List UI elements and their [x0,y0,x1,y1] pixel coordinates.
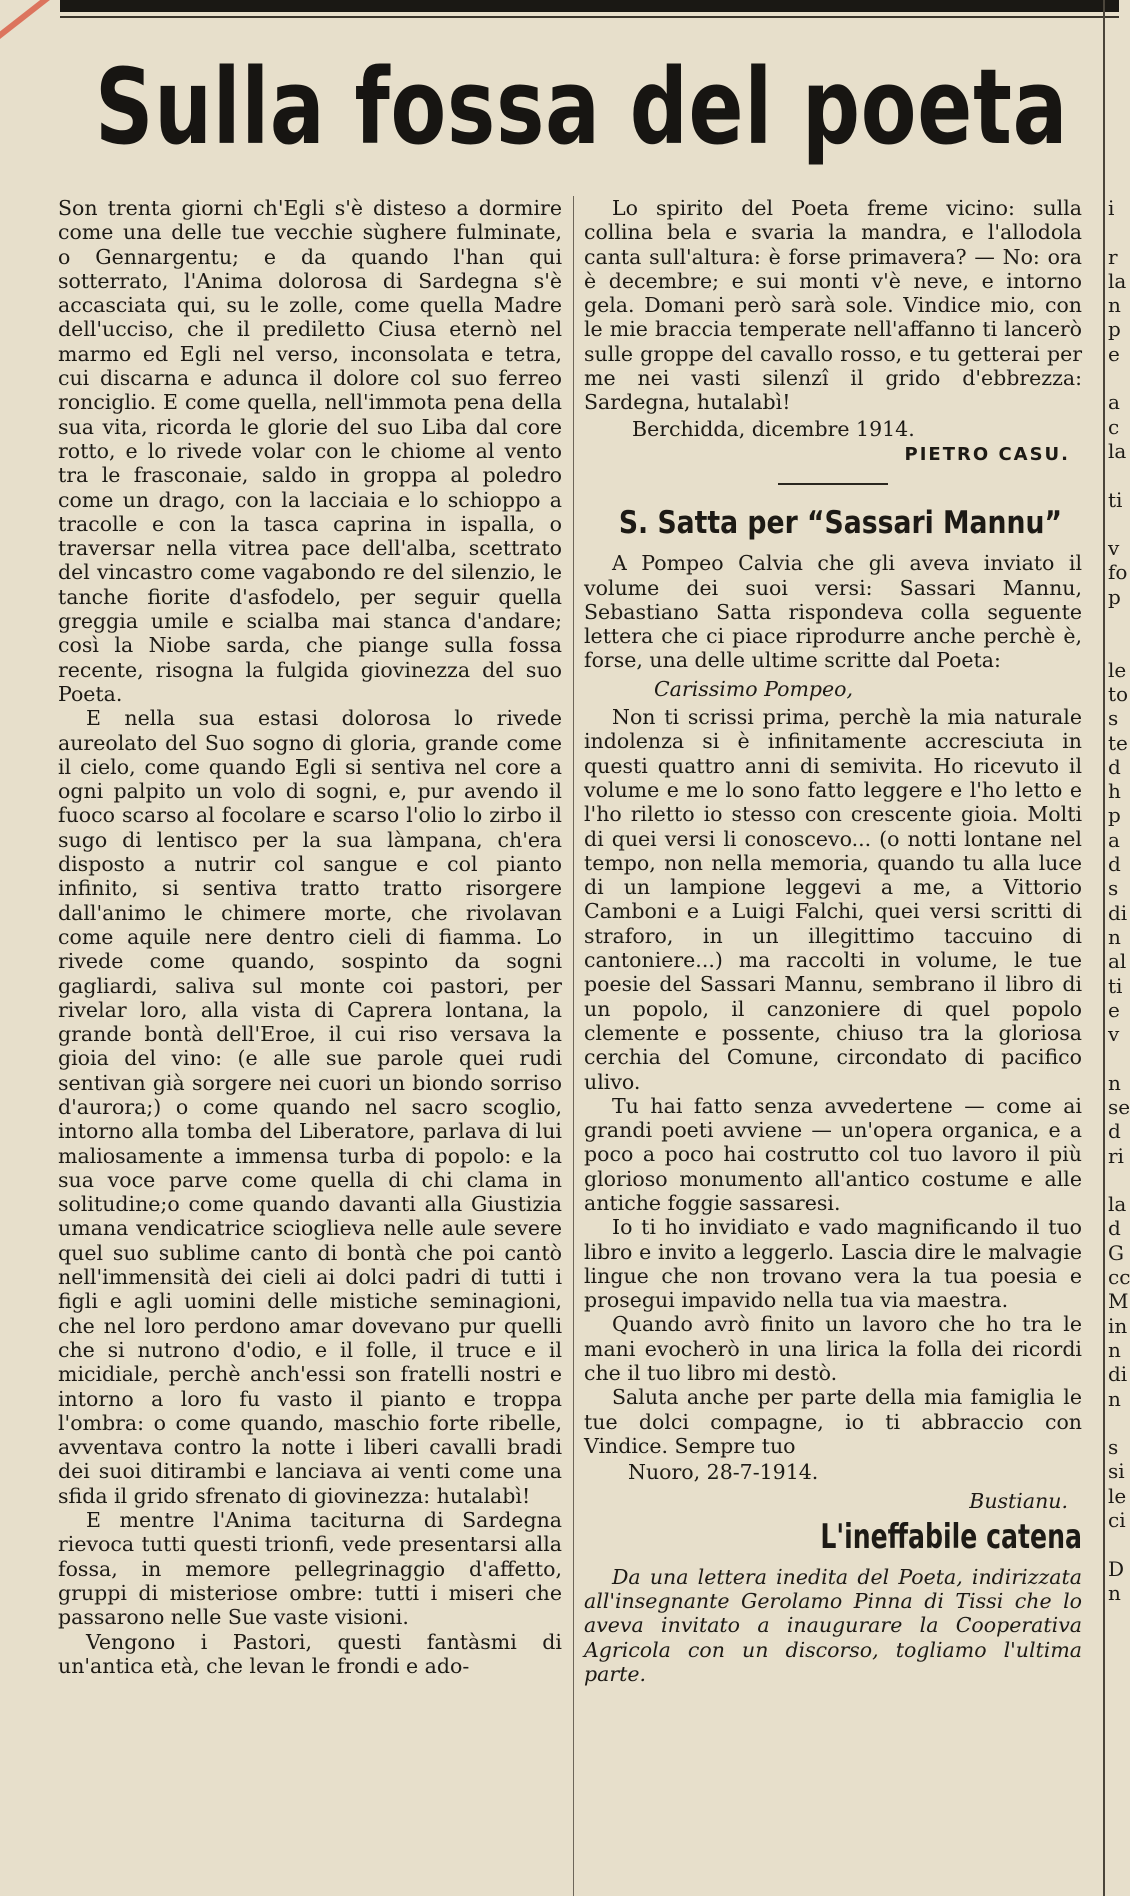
cropped-text-fragment: v [1108,1022,1120,1047]
section-intro-2: Da una lettera inedita del Poeta, indirizzata all'insegnante Gerolamo Pinna di Tissi che lo aveva invitato a inaugurare la Cooperativa Agricola con un discorso, togliamo l'ultima parte. [584,1564,1082,1687]
article-author: PIETRO CASU. [904,443,1070,465]
article-paragraph: E mentre l'Anima taciturna di Sardegna rievoca tutti questi trionfi, vede presentarsi alla fossa, in memore pellegrinaggio d'affetto, gruppi di misteriose ombre: tutti i miseri che passarono nelle Sue vaste visioni. [58,1508,562,1630]
cropped-text-fragment: di [1108,900,1128,925]
page-title: Sulla fossa del poeta [95,46,1069,168]
cropped-text-fragment: M [1108,1289,1129,1314]
letter-paragraph: Saluta anche per parte della mia famiglia le tue dolci compagne, io ti abbraccio con Vindice. Sempre tuo [584,1385,1082,1458]
cropped-text-fragment: ti [1108,487,1123,512]
cropped-text-fragment [1108,1532,1128,1556]
article-paragraph: Vengono i Pastori, questi fantàsmi di un'antica età, che levan le frondi e ado- [58,1629,562,1678]
cropped-text-fragment: la [1108,1192,1127,1217]
cropped-text-fragment: n [1108,293,1121,318]
cropped-text-fragment: G [1108,1240,1124,1265]
cropped-text-fragment: d [1108,1119,1121,1144]
cropped-text-fragment: i [1108,196,1115,220]
cropped-text-fragment: di [1108,1362,1128,1387]
cropped-text-fragment: n [1108,1070,1121,1095]
cropped-text-fragment: e [1108,341,1120,366]
cropped-text-fragment [1108,512,1128,536]
column-divider-right [1103,0,1105,1896]
article-paragraph: Son trenta giorni ch'Egli s'è disteso a dormire come una delle tue vecchie sùghere fulminate, o Gennargentu; e da quando l'han qui sotterrato, l'Anima dolorosa di Sardegna s'è accasciata qui, su le zolle, come quella Madre dell'ucciso, che il prediletto Ciusa eternò nel marmo ed Egli nel verso, inconsolata e tetra, cui discarna e adunca il dolore col suo ferreo ronciglio. E come quella, nell'immota pena della sua vita, ricorda le glorie del suo Liba dal core rotto, e lo rivede volar con le chiome al vento tra le frasconaie, saldo in groppa al poledro come un drago, con la lacciaia e lo schioppo a tracolle e con la tasca caprina in ispalla, o traversar nella vitrea pace dell'alba, scettrato del vincastro come vagabondo re del silenzio, le tanche fiorite d'asfodelo, per seguir quella greggia umile e scialba mai stanca d'andare; così la Niobe sarda, che piange sulla fossa recente, risogna la fulgida giovinezza del suo Poeta. [58,196,562,706]
cropped-text-fragment [1108,1411,1128,1435]
cropped-text-fragment: in [1108,1313,1128,1338]
cropped-text-fragment: d [1108,1216,1121,1241]
cropped-text-fragment [1108,1168,1128,1192]
cropped-text-fragment: n [1108,1580,1121,1605]
letter-paragraph: Quando avrò finito un lavoro che ho tra le mani evocherò in una lirica la folla dei ricordi che il tuo libro mi destò. [584,1312,1082,1386]
cropped-text-fragment: p [1108,317,1121,342]
cropped-text-fragment: e [1108,997,1120,1022]
section-title-2: L'ineffabile catena [820,1516,1082,1557]
section-separator [778,483,888,485]
cropped-text-fragment: a [1108,390,1120,415]
cropped-text-fragment: cc [1108,1265,1130,1290]
cropped-text-fragment: ri [1108,1143,1124,1168]
cropped-text-fragment: se [1108,1094,1130,1119]
cropped-text-fragment: fo [1108,560,1128,585]
cropped-text-fragment: le [1108,657,1127,682]
article-paragraph: Lo spirito del Poeta freme vicino: sulla collina bela e svaria la mandra, e l'allodola canta sull'altura: è forse primavera? — No: ora è decembre; e sui monti v'è neve, e intorno gela. Domani però sarà sole. Vindice mio, con le mie braccia temperate nell'affanno ti lancerò sulle groppe del cavallo rosso, e tu getterai per me nei vasti silenzî il grido d'ebbrezza: Sardegna, hutalabì! [584,196,1082,415]
cropped-text-fragment [1108,366,1128,390]
section-title: S. Satta per “Sassari Mannu” [618,505,1063,542]
cropped-text-fragment: a [1108,827,1120,852]
top-border-thin-rule [60,16,1119,18]
cropped-text-fragment [1108,609,1128,633]
cropped-text-fragment: n [1108,924,1121,949]
letter-paragraph: Non ti scrissi prima, perchè la mia naturale indolenza si è infinitamente accresciuta in questi quattro anni di semivita. Ho ricevuto il volume e me lo sono fatto leggere e l'ho letto e l'ho riletto io stesso con crescente gioia. Molti di quei versi li conoscevo... (o notti lontane nel tempo, non nella memoria, quando tu alla luce di un lampione leggevi a me, a Vittorio Camboni e a Luigi Falchi, quei versi scritti di straforo, in un illegittimo taccuino di cantoniere...) ma raccolti in volume, le tue poesie del Sassari Mannu, sembrano il libro di un popolo, il canzoniere di quel popolo clemente e possente, chiuso tra la gloriosa cerchia del Comune, circondato di pacifico ulivo. [584,705,1082,1094]
cropped-text-fragment: la [1108,438,1127,463]
cropped-text-fragment [1108,633,1128,657]
cropped-text-fragment [1108,463,1128,487]
cropped-text-fragment [1108,220,1128,244]
section-intro: A Pompeo Calvia che gli aveva inviato il volume dei suoi versi: Sassari Mannu, Sebastiano Satta rispondeva colla seguente lettera che ci piace riprodurre anche perchè è, forse, una delle ultime scritte dal Poeta: [584,551,1082,673]
cropped-text-fragment: s [1108,1435,1119,1460]
cropped-text-fragment: le [1108,1483,1127,1508]
cropped-text-fragment: la [1108,268,1127,293]
letter-signature: Bustianu. [969,1488,1068,1513]
article-place-date: Berchidda, dicembre 1914. [632,416,915,441]
cropped-text-fragment: c [1108,414,1120,439]
cropped-text-fragment: h [1108,779,1121,804]
letter-place-date: Nuoro, 28-7-1914. [628,1460,819,1485]
cropped-text-fragment: si [1108,1459,1125,1484]
cropped-text-fragment: s [1108,706,1119,731]
cropped-text-fragment: r [1108,244,1118,269]
cropped-text-fragment: to [1108,681,1129,706]
column-divider [573,196,574,1896]
cropped-text-fragment: p [1108,584,1121,609]
column-left [58,196,562,1678]
cropped-text-fragment: s [1108,876,1119,901]
cropped-text-fragment: D [1108,1556,1125,1581]
cropped-text-fragment: n [1108,1337,1121,1362]
cropped-text-fragment: d [1108,852,1121,877]
column-right-cropped [1108,196,1128,1605]
cropped-text-fragment: v [1108,536,1120,561]
letter-paragraph: Tu hai fatto senza avvedertene — come ai grandi poeti avviene — un'opera organica, e a poco a poco hai costrutto col tuo lavoro il più glorioso monumento all'antico costume e alle antiche foggie sassaresi. [584,1093,1082,1215]
cropped-text-fragment: p [1108,803,1121,828]
cropped-text-fragment: te [1108,730,1128,755]
letter-paragraph: Io ti ho invidiato e vado magnificando il tuo libro e invito a leggerlo. Lascia dire le malvagie lingue che non trovano vera la tua poesia e prosegui impavido nella tua via maestra. [584,1215,1082,1313]
cropped-text-fragment: d [1108,754,1121,779]
top-border-rule [60,0,1119,12]
cropped-text-fragment: ti [1108,973,1123,998]
letter-salutation: Carissimo Pompeo, [654,676,854,701]
cropped-text-fragment: ci [1108,1508,1126,1533]
cropped-text-fragment: al [1108,949,1127,974]
cropped-text-fragment: n [1108,1386,1121,1411]
column-middle [584,196,1082,1686]
article-paragraph: E nella sua estasi dolorosa lo rivede aureolato del Suo sogno di gloria, grande come il cielo, come quando Egli si sentiva nel core a ogni palpito un volo di sogni, e, pur avendo il fuoco scarso al focolare e scarso l'olio lo zirbo il sugo di lentisco per la sua làmpana, ch'era disposto a nutrir col sangue e col pianto infinito, si sentiva tratto tratto risorgere dall'animo le chimere morte, che rivolavan come aquile nere dentro cieli di fiamma. Lo rivede come quando, sospinto da sogni gagliardi, saliva sul monte coi pastori, per rivelar loro, alla vista di Caprera lontana, la grande bontà dell'Eroe, il cui riso versava la gioia del vino: (e alle sue parole quei rudi sentivan già sorgere nei cuori un biondo sorriso d'aurora;) o come quando nel sacro scoglio, intorno alla tomba del Liberatore, parlava di lui maliosamente a immensa turba di popolo: e la sua voce parve come quella di chi clama in solitudine;o come quando davanti alla Giustizia umana vendicatrice scioglieva nelle aule severe quel suo sublime canto di bontà che poi cantò nell'immensità dei cieli ai dolci padri di tutti i figli e agli uomini delle mistiche seminagioni, che nel loro perdono amar dovevano pur quelli che si nutrono d'odio, e il folle, il truce e il micidiale, perchè anch'essi son fratelli nostri e intorno a loro fu vasto il pianto e troppa l'ombra: o come quando, maschio forte ribelle, avventava contro la notte i liberi cavalli bradi dei suoi ditirambi e lanciava ai venti come una sfida il grido sfrenato di giovinezza: hutalabì! [58,706,562,1508]
cropped-text-fragment [1108,1046,1128,1070]
